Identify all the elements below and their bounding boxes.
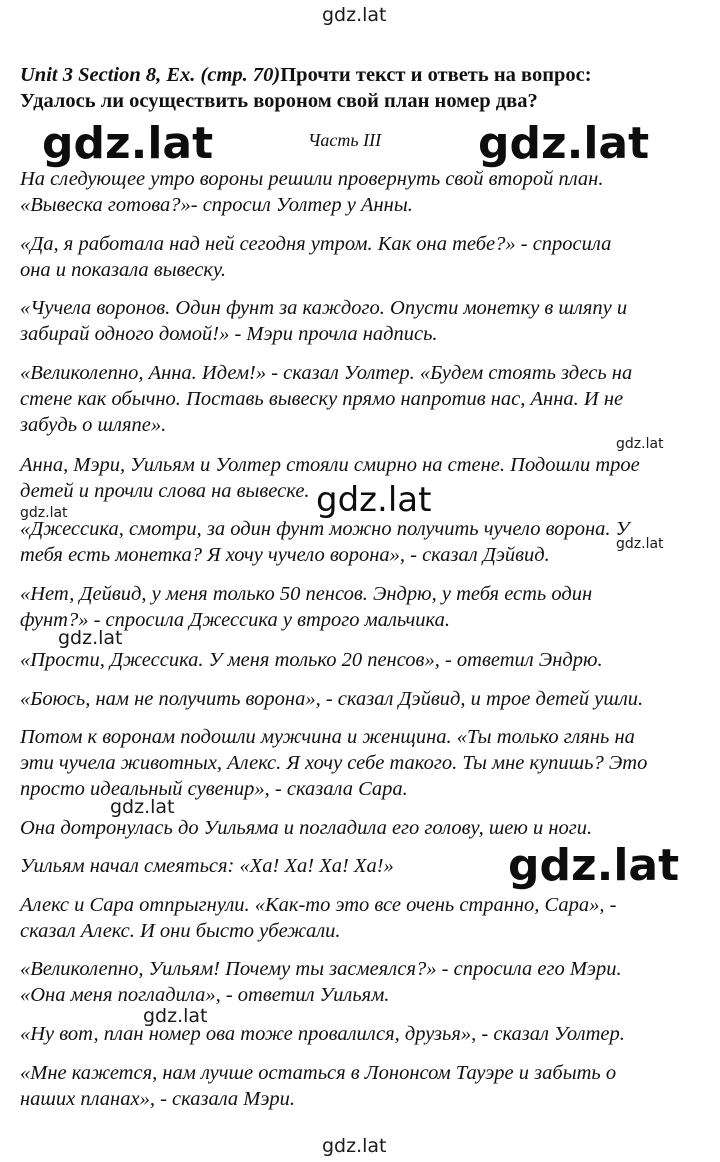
- text-line: Уильям начал смеяться: «Ха! Ха! Ха! Ха!»: [20, 855, 394, 877]
- text-line: На следующее утро вороны решили провернуть свой второй план.: [20, 168, 604, 190]
- watermark-large-lower: gdz.lat: [508, 840, 680, 891]
- text-line: «Боюсь, нам не получить ворона», - сказал Дэйвид, и трое детей ушли.: [20, 688, 644, 710]
- watermark-small-3: gdz.lat: [58, 627, 123, 649]
- watermark-small-left: gdz.lat: [20, 505, 68, 521]
- text-line: «Мне кажется, нам лучше остаться в Лононсом Тауэре и забыть о: [20, 1062, 617, 1084]
- text-line: эти чучела животных, Алекс. Я хочу себе такого. Ты мне купишь? Это: [20, 752, 648, 774]
- task-instruction: Прочти текст и ответь на вопрос:: [280, 64, 592, 86]
- watermark-top: gdz.lat: [322, 4, 387, 26]
- text-line: она и показала вывеску.: [20, 259, 226, 281]
- watermark-small-5: gdz.lat: [143, 1005, 208, 1027]
- text-line: просто идеальный сувенир», - сказала Сара.: [20, 778, 408, 800]
- text-line: Потом к воронам подошли мужчина и женщина. «Ты только глянь на: [20, 726, 635, 748]
- text-line: тебя есть монетка? Я хочу чучело ворона», - сказал Дэйвид.: [20, 544, 550, 566]
- text-line: «Она меня погладила», - ответил Уильям.: [20, 984, 390, 1006]
- text-line: «Джессика, смотри, за один фунт можно получить чучело ворона. У: [20, 518, 630, 540]
- text-line: фунт?» - спросила Джессика у втрого мальчика.: [20, 609, 450, 631]
- text-line: забирай одного домой!» - Мэри прочла надпись.: [20, 323, 438, 345]
- text-line: «Нет, Дейвид, у меня только 50 пенсов. Эндрю, у тебя есть один: [20, 583, 593, 605]
- text-line: сказал Алекс. И они бысто убежали.: [20, 920, 341, 942]
- watermark-bottom: gdz.lat: [322, 1135, 387, 1157]
- watermark-small-right-2: gdz.lat: [616, 536, 664, 552]
- exercise-reference: Unit 3 Section 8, Ex. (стр. 70): [20, 64, 281, 86]
- text-line: Она дотронулась до Уильяма и погладила его голову, шею и ноги.: [20, 817, 593, 839]
- watermark-large-left: gdz.lat: [42, 118, 214, 169]
- watermark-large-right: gdz.lat: [478, 118, 650, 169]
- exercise-heading: [20, 64, 592, 87]
- text-line: детей и прочли слова на вывеске.: [20, 480, 310, 502]
- text-line: стене как обычно. Поставь вывеску прямо напротив нас, Анна. И не: [20, 388, 624, 410]
- text-line: «Прости, Джессика. У меня только 20 пенсов», - ответил Эндрю.: [20, 649, 603, 671]
- watermark-small-4: gdz.lat: [110, 796, 175, 818]
- part-title: Часть III: [308, 130, 382, 150]
- text-line: Анна, Мэри, Уильям и Уолтер стояли смирно на стене. Подошли трое: [20, 454, 640, 476]
- watermark-small-right-1: gdz.lat: [616, 436, 664, 452]
- text-line: «Ну вот, план номер ова тоже провалился, друзья», - сказал Уолтер.: [20, 1023, 625, 1045]
- text-line: «Да, я работала над ней сегодня утром. Как она тебе?» - спросила: [20, 233, 612, 255]
- text-line: «Чучела воронов. Один фунт за каждого. Опусти монетку в шляпу и: [20, 297, 628, 319]
- text-line: «Вывеска готова?»- спросил Уолтер у Анны.: [20, 194, 413, 216]
- text-line: «Великолепно, Уильям! Почему ты засмеялся?» - спросила его Мэри.: [20, 958, 622, 980]
- task-question: Удалось ли осуществить вороном свой план номер два?: [20, 90, 538, 112]
- watermark-mid: gdz.lat: [316, 480, 432, 520]
- text-line: забудь о шляпе».: [20, 414, 167, 436]
- text-line: «Великолепно, Анна. Идем!» - сказал Уолтер. «Будем стоять здесь на: [20, 362, 633, 384]
- text-line: Алекс и Сара отпрыгнули. «Как-то это все очень странно, Сара», -: [20, 894, 617, 916]
- text-line: наших планах», - сказала Мэри.: [20, 1088, 296, 1110]
